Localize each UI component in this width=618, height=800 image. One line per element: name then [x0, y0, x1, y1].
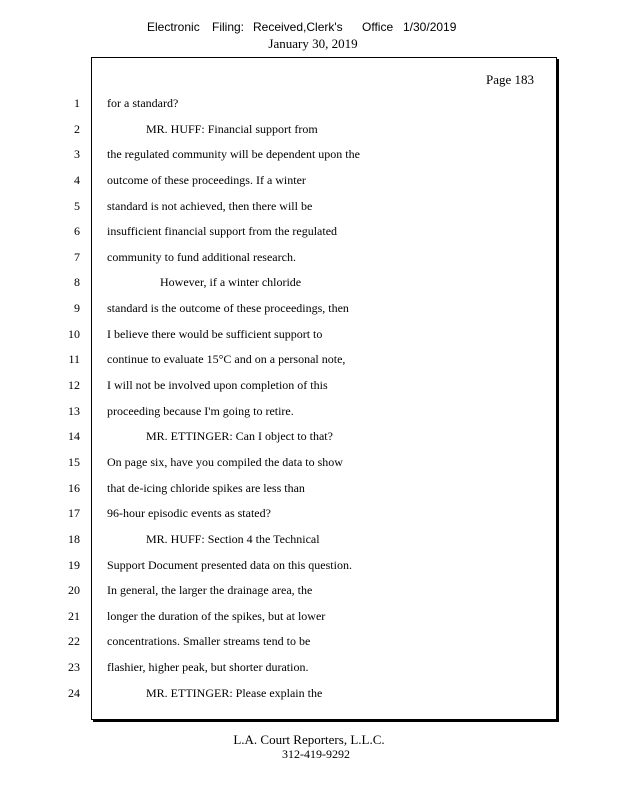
transcript-line	[0, 450, 618, 476]
line-number: 16	[68, 480, 80, 495]
line-text: flashier, higher peak, but shorter duration.	[107, 660, 309, 675]
line-text: insufficient financial support from the regulated	[107, 224, 338, 239]
transcript-line	[0, 168, 618, 194]
line-number: 22	[68, 634, 80, 649]
line-number: 2	[74, 121, 80, 136]
transcript-line	[0, 578, 618, 604]
line-text: On page six, have you compiled the data to show	[107, 454, 343, 469]
line-text: continue to evaluate 15°C and on a personal note,	[107, 352, 346, 367]
hearing-date: January 30, 2019	[268, 36, 358, 51]
court-reporter-name: L.A. Court Reporters, L.L.C.	[233, 732, 385, 747]
line-number: 9	[74, 301, 80, 316]
line-number: 8	[74, 275, 80, 290]
transcript-line	[0, 322, 618, 348]
line-text: for a standard?	[107, 96, 179, 110]
transcript-line	[0, 373, 618, 399]
transcript-line	[0, 270, 618, 296]
filing-stamp-word: Received,Clerk's	[253, 20, 343, 34]
transcript-line	[0, 245, 618, 271]
line-text: concentrations. Smaller streams tend to be	[107, 634, 311, 649]
line-text: community to fund additional research.	[107, 249, 296, 264]
line-text: However, if a winter chloride	[160, 275, 302, 290]
line-number: 12	[68, 378, 80, 393]
line-text: proceeding because I'm going to retire.	[107, 403, 294, 418]
transcript-line	[0, 553, 618, 579]
transcript-line	[0, 219, 618, 245]
line-text: MR. ETTINGER: Can I object to that?	[146, 429, 333, 444]
line-text: the regulated community will be dependent upon the	[107, 147, 360, 162]
line-text: 96-hour episodic events as stated?	[107, 506, 271, 521]
line-text: that de-icing chloride spikes are less than	[107, 480, 305, 495]
line-number: 20	[68, 583, 80, 598]
line-text: MR. HUFF: Financial support from	[146, 121, 318, 136]
line-number: 14	[68, 429, 80, 444]
filing-stamp-word: Office	[362, 20, 394, 34]
line-number: 19	[68, 557, 80, 572]
transcript-line	[0, 501, 618, 527]
line-number: 10	[68, 326, 80, 341]
line-number: 4	[74, 172, 80, 187]
line-number: 18	[68, 531, 80, 546]
filing-stamp	[0, 20, 618, 36]
line-number: 6	[74, 224, 80, 239]
line-text: Support Document presented data on this question.	[107, 557, 352, 572]
transcript-line	[0, 604, 618, 630]
transcript-line	[0, 194, 618, 220]
transcript-line	[0, 629, 618, 655]
court-reporter-phone: 312-419-9292	[282, 747, 350, 761]
transcript-line	[0, 296, 618, 322]
line-text: I believe there would be sufficient support to	[107, 326, 323, 341]
line-text: MR. HUFF: Section 4 the Technical	[146, 531, 320, 546]
line-number: 3	[74, 147, 80, 162]
transcript-line	[0, 527, 618, 553]
line-number: 13	[68, 403, 80, 418]
transcript-line	[0, 347, 618, 373]
line-number: 24	[68, 685, 80, 700]
line-number: 21	[68, 608, 80, 623]
transcript-lines	[0, 91, 618, 706]
filing-stamp-word: Filing:	[212, 20, 245, 34]
transcript-line	[0, 117, 618, 143]
line-number: 23	[68, 660, 80, 675]
line-text: In general, the larger the drainage area, the	[107, 583, 313, 598]
transcript-line	[0, 399, 618, 425]
transcript-line	[0, 476, 618, 502]
line-number: 15	[68, 454, 80, 469]
line-number: 5	[74, 198, 80, 213]
filing-stamp-word: Electronic	[147, 20, 200, 34]
transcript-line	[0, 655, 618, 681]
transcript-line	[0, 681, 618, 707]
line-text: outcome of these proceedings. If a winter	[107, 172, 306, 187]
transcript-line	[0, 142, 618, 168]
line-text: longer the duration of the spikes, but at lower	[107, 608, 326, 623]
line-number: 11	[68, 352, 80, 367]
line-text: I will not be involved upon completion of this	[107, 378, 328, 393]
transcript-line	[0, 424, 618, 450]
line-number: 7	[74, 249, 80, 264]
line-text: standard is not achieved, then there will be	[107, 198, 313, 213]
line-text: standard is the outcome of these proceedings, then	[107, 301, 349, 316]
filing-stamp-date: 1/30/2019	[403, 20, 457, 34]
transcript-line	[0, 91, 618, 117]
line-number: 1	[74, 96, 80, 110]
line-text: MR. ETTINGER: Please explain the	[146, 685, 323, 700]
line-number: 17	[68, 506, 80, 521]
page-number: Page 183	[485, 72, 534, 87]
